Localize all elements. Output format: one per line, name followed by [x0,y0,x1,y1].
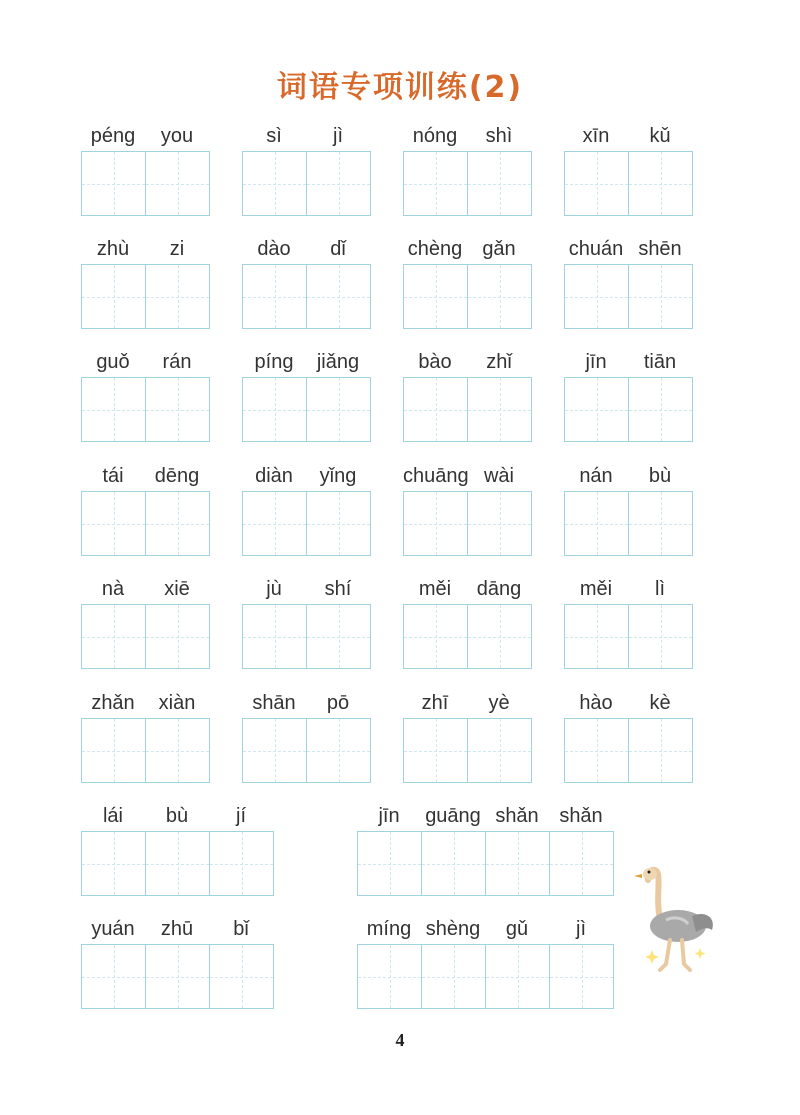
pinyin-row [564,238,692,266]
pinyin-syllable: jí [236,805,246,827]
writing-cell[interactable] [564,377,628,442]
writing-cell[interactable] [145,604,210,669]
writing-cell[interactable] [421,944,485,1009]
pinyin-syllable: yǐng [319,465,357,487]
word-group [81,351,209,379]
pinyin-row [403,351,531,379]
writing-cell[interactable] [145,831,209,896]
word-group [564,351,692,379]
writing-cell[interactable] [467,377,532,442]
pinyin-syllable: jì [333,125,343,147]
pinyin-syllable: nóng [412,125,458,147]
writing-boxes [242,718,371,783]
pinyin-row [242,125,370,153]
writing-cell[interactable] [145,151,210,216]
writing-cell[interactable] [145,944,209,1009]
writing-cell[interactable] [81,491,145,556]
writing-boxes [81,491,210,556]
pinyin-syllable: chuán [568,238,624,260]
writing-cell[interactable] [403,491,467,556]
word-group [242,578,370,606]
writing-cell[interactable] [81,377,145,442]
writing-cell[interactable] [421,831,485,896]
writing-cell[interactable] [628,491,693,556]
pinyin-row [81,465,209,493]
pinyin-syllable: shí [324,578,352,600]
pinyin-syllable: diàn [255,465,293,487]
word-group [357,918,613,946]
word-group [403,692,531,720]
pinyin-syllable: tiān [643,351,677,373]
writing-cell[interactable] [306,604,371,669]
writing-cell[interactable] [628,604,693,669]
writing-cell[interactable] [467,718,532,783]
word-group [403,351,531,379]
writing-cell[interactable] [549,831,614,896]
writing-cell[interactable] [209,831,274,896]
word-group [357,805,613,833]
word-group [242,351,370,379]
writing-boxes [242,377,371,442]
pinyin-syllable: shān [252,692,296,714]
pinyin-syllable: hào [579,692,613,714]
writing-boxes [403,718,532,783]
pinyin-syllable: bù [648,465,672,487]
writing-boxes [81,377,210,442]
writing-cell[interactable] [485,944,549,1009]
pinyin-syllable: zhū [160,918,194,940]
pinyin-row [403,465,531,493]
pinyin-syllable: zhī [421,692,449,714]
pinyin-syllable: yuán [91,918,135,940]
writing-cell[interactable] [357,944,421,1009]
word-group [81,125,209,153]
page-title: 词语专项训练(2) [276,70,524,105]
pinyin-syllable: lì [655,578,665,600]
pinyin-syllable: kǔ [649,125,671,147]
pinyin-syllable: shèng [425,918,481,940]
writing-boxes [403,604,532,669]
writing-cell[interactable] [242,151,306,216]
pinyin-row [403,578,531,606]
pinyin-syllable: jīn [378,805,400,827]
pinyin-syllable: tái [102,465,124,487]
pinyin-syllable: xiē [164,578,190,600]
writing-cell[interactable] [81,718,145,783]
writing-cell[interactable] [306,264,371,329]
word-group [564,692,692,720]
writing-boxes [357,944,614,1009]
pinyin-row [357,918,613,946]
writing-cell[interactable] [467,264,532,329]
writing-cell[interactable] [628,264,693,329]
pinyin-row [564,465,692,493]
pinyin-row [81,238,209,266]
writing-cell[interactable] [81,151,145,216]
writing-cell[interactable] [242,264,306,329]
writing-cell[interactable] [564,151,628,216]
pinyin-row [242,351,370,379]
pinyin-syllable: dāng [476,578,522,600]
word-group [242,125,370,153]
pinyin-syllable: shǎn [559,805,603,827]
writing-cell[interactable] [81,944,145,1009]
pinyin-syllable: měi [579,578,613,600]
pinyin-syllable: dēng [154,465,200,487]
writing-cell[interactable] [145,491,210,556]
writing-boxes [242,264,371,329]
writing-boxes [564,604,693,669]
pinyin-syllable: lái [102,805,123,827]
writing-boxes [81,604,210,669]
ostrich-icon [630,860,720,980]
pinyin-syllable: xiàn [158,692,196,714]
pinyin-syllable: guāng [425,805,481,827]
writing-cell[interactable] [145,264,210,329]
writing-boxes [242,151,371,216]
pinyin-row [81,578,209,606]
pinyin-syllable: chuāng [403,465,469,487]
pinyin-row [81,351,209,379]
writing-boxes [81,151,210,216]
pinyin-row [81,692,209,720]
writing-boxes [357,831,614,896]
pinyin-syllable: shēn [638,238,682,260]
writing-cell[interactable] [403,377,467,442]
writing-boxes [564,491,693,556]
pinyin-row [564,692,692,720]
writing-cell[interactable] [467,604,532,669]
pinyin-syllable: xīn [582,125,610,147]
pinyin-row [81,125,209,153]
writing-cell[interactable] [306,377,371,442]
writing-cell[interactable] [403,151,467,216]
pinyin-row [81,918,273,946]
pinyin-syllable: zhù [96,238,130,260]
writing-boxes [564,377,693,442]
writing-cell[interactable] [564,718,628,783]
pinyin-row [403,125,531,153]
writing-boxes [242,604,371,669]
pinyin-syllable: bǐ [233,918,249,940]
writing-boxes [564,151,693,216]
pinyin-row [242,692,370,720]
writing-boxes [81,718,210,783]
writing-cell[interactable] [306,491,371,556]
pinyin-row [242,578,370,606]
pinyin-syllable: yè [488,692,510,714]
writing-boxes [403,151,532,216]
pinyin-syllable: pō [326,692,350,714]
writing-cell[interactable] [242,377,306,442]
pinyin-row [242,465,370,493]
word-group [81,692,209,720]
word-group [564,125,692,153]
pinyin-row [403,692,531,720]
writing-cell[interactable] [403,264,467,329]
page-number: 4 [395,1030,405,1050]
pinyin-syllable: guǒ [96,351,130,373]
pinyin-row [81,805,273,833]
word-group [81,578,209,606]
writing-cell[interactable] [242,491,306,556]
pinyin-syllable: dǐ [330,238,346,260]
word-group [81,465,209,493]
writing-cell[interactable] [306,718,371,783]
writing-cell[interactable] [628,718,693,783]
writing-cell[interactable] [549,944,614,1009]
writing-cell[interactable] [81,604,145,669]
word-group [81,805,273,833]
pinyin-syllable: you [160,125,194,147]
word-group [242,465,370,493]
word-group [564,465,692,493]
writing-boxes [242,491,371,556]
word-group [403,125,531,153]
pinyin-syllable: shǎn [495,805,539,827]
pinyin-syllable: dào [257,238,291,260]
pinyin-syllable: kè [649,692,671,714]
pinyin-syllable: jiǎng [316,351,360,373]
word-group [242,692,370,720]
writing-cell[interactable] [242,604,306,669]
writing-cell[interactable] [403,604,467,669]
writing-cell[interactable] [242,718,306,783]
pinyin-syllable: shì [485,125,513,147]
pinyin-syllable: bào [418,351,452,373]
pinyin-syllable: chèng [407,238,463,260]
pinyin-syllable: nán [579,465,613,487]
pinyin-syllable: péng [90,125,136,147]
writing-boxes [403,377,532,442]
word-group [403,465,531,493]
pinyin-syllable: gǎn [482,238,516,260]
writing-cell[interactable] [306,151,371,216]
writing-cell[interactable] [628,377,693,442]
writing-cell[interactable] [357,831,421,896]
pinyin-syllable: gǔ [505,918,529,940]
pinyin-row [564,125,692,153]
pinyin-row [357,805,613,833]
writing-cell[interactable] [467,491,532,556]
pinyin-syllable: míng [366,918,412,940]
pinyin-syllable: jì [576,918,586,940]
writing-cell[interactable] [403,718,467,783]
pinyin-syllable: nà [101,578,125,600]
writing-boxes [564,718,693,783]
writing-cell[interactable] [81,264,145,329]
pinyin-row [564,578,692,606]
pinyin-syllable: sì [266,125,282,147]
writing-cell[interactable] [209,944,274,1009]
writing-boxes [81,264,210,329]
word-group [564,578,692,606]
word-group [242,238,370,266]
writing-cell[interactable] [564,491,628,556]
writing-cell[interactable] [628,151,693,216]
pinyin-row [242,238,370,266]
writing-boxes [403,264,532,329]
pinyin-syllable: zhǎn [91,692,135,714]
pinyin-syllable: zhǐ [486,351,512,373]
pinyin-syllable: wài [483,465,514,487]
pinyin-syllable: jù [266,578,282,600]
writing-cell[interactable] [564,264,628,329]
writing-cell[interactable] [81,831,145,896]
writing-boxes [403,491,532,556]
writing-boxes [81,944,274,1009]
writing-boxes [81,831,274,896]
writing-boxes [564,264,693,329]
writing-cell[interactable] [145,377,210,442]
word-group [81,238,209,266]
writing-cell[interactable] [467,151,532,216]
writing-cell[interactable] [564,604,628,669]
word-group [81,918,273,946]
pinyin-syllable: jīn [585,351,607,373]
word-group [564,238,692,266]
pinyin-syllable: píng [254,351,294,373]
word-group [403,238,531,266]
writing-cell[interactable] [485,831,549,896]
pinyin-row [564,351,692,379]
writing-cell[interactable] [145,718,210,783]
pinyin-syllable: zi [169,238,185,260]
pinyin-row [403,238,531,266]
pinyin-syllable: bù [165,805,189,827]
pinyin-syllable: rán [162,351,192,373]
pinyin-syllable: měi [418,578,452,600]
word-group [403,578,531,606]
